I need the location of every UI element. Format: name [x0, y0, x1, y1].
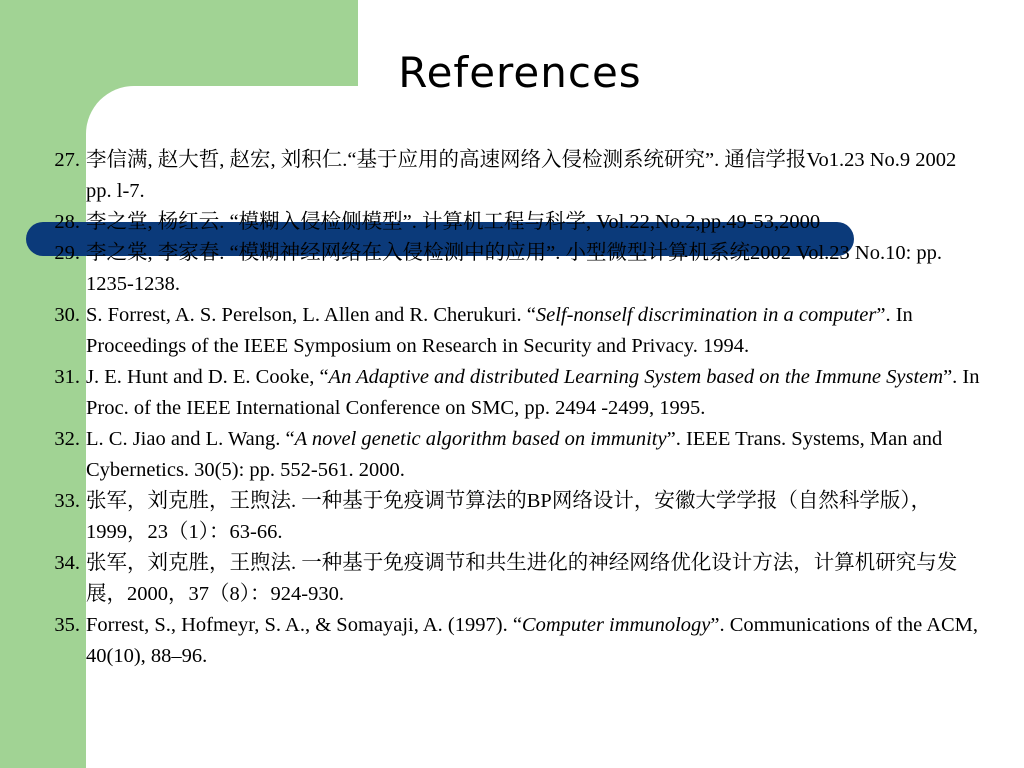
reference-item: [36, 610, 986, 672]
reference-title-segment: Self-nonself discrimination in a computer: [535, 304, 877, 326]
reference-number: 32.: [54, 428, 80, 450]
slide-title: References: [398, 48, 642, 97]
reference-text-segment: ”. IEEE Trans. Systems, Man and Cybernetics. 30(5): pp. 552-561. 2000.: [86, 428, 943, 481]
reference-text-segment: ”. Communications of the ACM, 40(10), 88–96.: [86, 614, 979, 667]
reference-item: [36, 362, 986, 424]
reference-text-segment: 张军，刘克胜，王煦法. 一种基于免疫调节算法的BP网络设计，安徽大学学报（自然科学版），1999，23（1）：63-66.: [86, 490, 932, 543]
reference-text: [86, 548, 986, 610]
reference-text: [86, 238, 986, 300]
reference-number: 33.: [54, 490, 80, 512]
reference-title-segment: An Adaptive and distributed Learning System based on the Immune System: [328, 366, 944, 388]
reference-text: [86, 610, 986, 672]
reference-number: 35.: [54, 614, 80, 636]
reference-number: 34.: [54, 552, 80, 574]
reference-text: [86, 207, 986, 238]
reference-text-segment: J. E. Hunt and D. E. Cooke, “: [86, 366, 329, 388]
reference-number: 28.: [54, 211, 80, 233]
reference-list: [36, 145, 986, 672]
reference-text: [86, 424, 986, 486]
reference-text-segment: 李之棠, 李家春. “模糊神经网络在入侵检测中的应用”. 小型微型计算机系统2002 Vol.23 No.10: pp. 1235-1238.: [86, 242, 943, 295]
reference-text-segment: L. C. Jiao and L. Wang. “: [86, 428, 295, 450]
reference-text-segment: ”. In Proceedings of the IEEE Symposium on Research in Security and Privacy. 1994.: [86, 304, 913, 357]
reference-text: [86, 486, 986, 548]
reference-number: 30.: [54, 304, 80, 326]
reference-text-segment: 李信满, 赵大哲, 赵宏, 刘积仁.“基于应用的高速网络入侵检测系统研究”. 通信学报Vo1.23 No.9 2002 pp. l-7.: [86, 149, 957, 202]
reference-number: 31.: [54, 366, 80, 388]
reference-item: [36, 300, 986, 362]
reference-text-segment: S. Forrest, A. S. Perelson, L. Allen and R. Cherukuri. “: [86, 304, 536, 326]
reference-text-segment: 李之堂, 杨红云. “模糊入侵检侧模型”. 计算机工程与科学, Vol.22,No.2,pp.49-53,2000: [86, 211, 821, 233]
reference-title-segment: A novel genetic algorithm based on immunity: [294, 428, 667, 450]
reference-title-segment: Computer immunology: [521, 614, 711, 636]
reference-text: [86, 362, 986, 424]
reference-item: [36, 486, 986, 548]
reference-item: [36, 238, 986, 300]
reference-text: [86, 300, 986, 362]
reference-text-segment: ”. In Proc. of the IEEE International Conference on SMC, pp. 2494 -2499, 1995.: [86, 366, 980, 419]
reference-item: [36, 207, 986, 238]
reference-item: [36, 424, 986, 486]
reference-text-segment: 张军，刘克胜，王煦法. 一种基于免疫调节和共生进化的神经网络优化设计方法，计算机研究与发展，2000，37（8）：924-930.: [86, 552, 958, 605]
reference-number: 27.: [54, 149, 80, 171]
reference-item: [36, 548, 986, 610]
reference-text: [86, 145, 986, 207]
reference-number: 29.: [54, 242, 80, 264]
reference-item: [36, 145, 986, 207]
reference-text-segment: Forrest, S., Hofmeyr, S. A., & Somayaji, A. (1997). “: [86, 614, 522, 636]
